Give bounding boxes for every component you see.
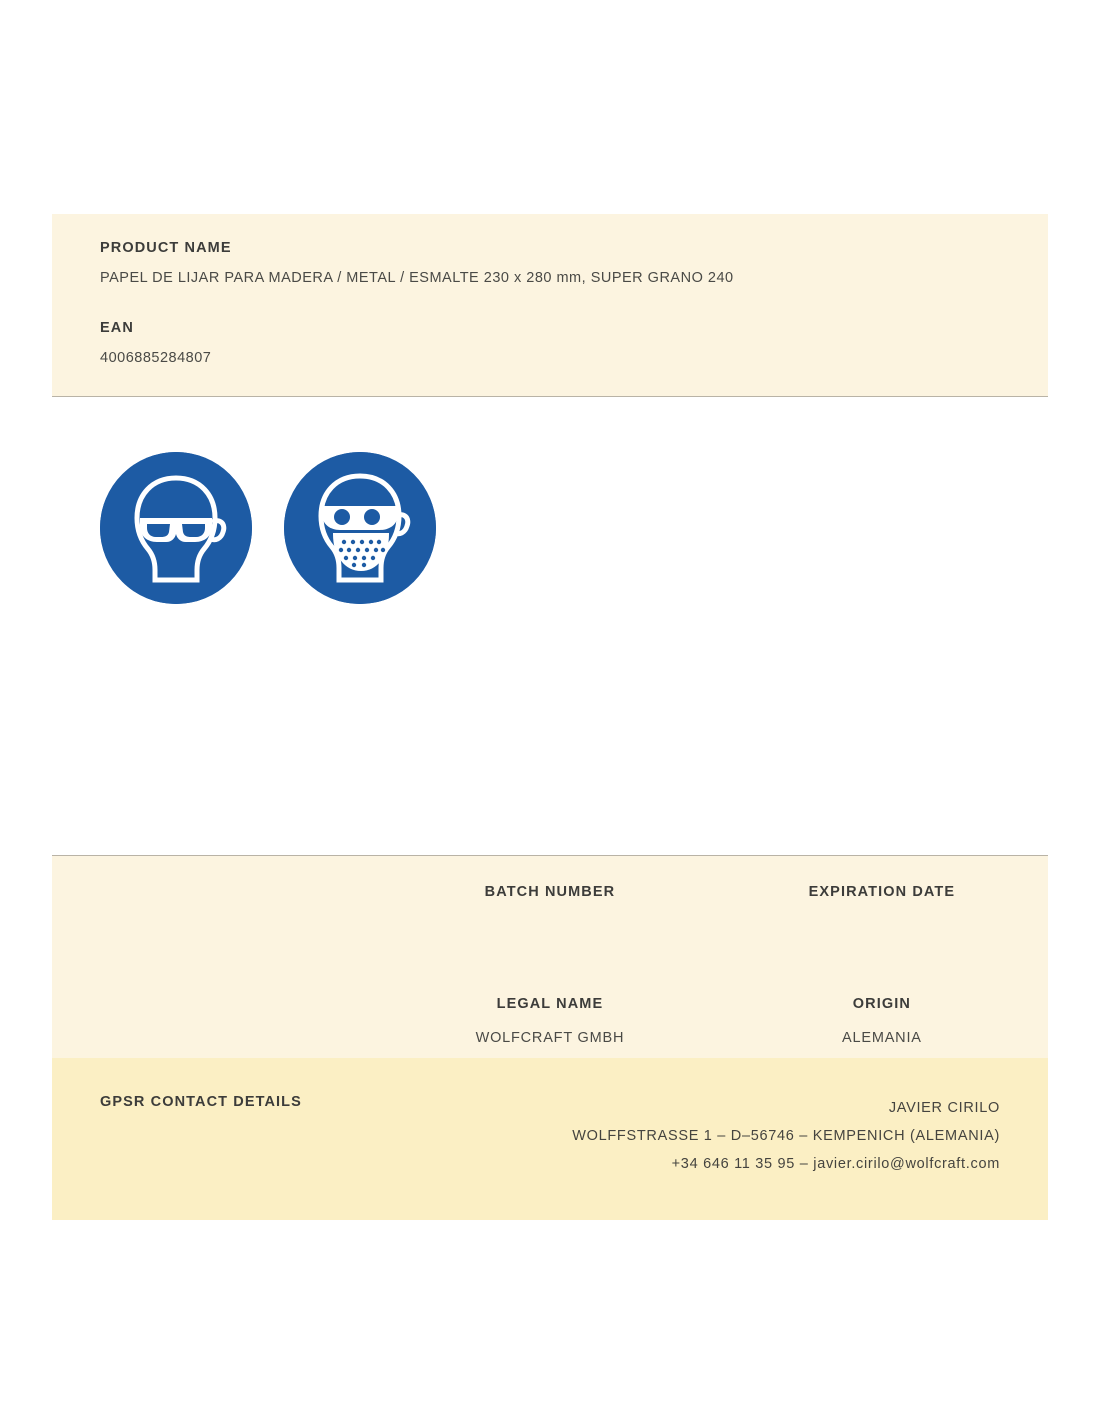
wear-eye-protection-icon — [100, 452, 252, 604]
gpsr-contact-block — [52, 1058, 1048, 1220]
product-details-table — [52, 855, 1048, 1075]
origin-value: ALEMANIA — [842, 1030, 922, 1046]
product-info-block — [52, 214, 1048, 397]
batch-number-label: BATCH NUMBER — [484, 884, 616, 900]
legal-name-cell — [384, 996, 716, 1048]
legal-name-label: LEGAL NAME — [496, 996, 604, 1012]
product-name-label: PRODUCT NAME — [100, 240, 232, 256]
ean-value: 4006885284807 — [100, 350, 212, 366]
expiration-date-value — [716, 918, 1048, 936]
product-name-value: PAPEL DE LIJAR PARA MADERA / METAL / ESMALTE 230 x 280 mm, SUPER GRANO 240 — [100, 270, 734, 286]
legal-name-value: WOLFCRAFT GMBH — [475, 1030, 625, 1046]
contact-person-name: JAVIER CIRILO — [888, 1100, 1000, 1116]
spacer — [100, 286, 1000, 320]
origin-label: ORIGIN — [852, 996, 911, 1012]
empty-cell — [52, 884, 384, 936]
expiration-date-label: EXPIRATION DATE — [808, 884, 956, 900]
table-row — [52, 996, 1048, 1048]
safety-pictogram-row — [100, 452, 436, 604]
table-row — [52, 884, 1048, 936]
empty-cell — [52, 996, 384, 1048]
spacer — [52, 936, 1048, 996]
expiration-date-cell — [716, 884, 1048, 936]
batch-number-cell — [384, 884, 716, 936]
contact-phone-email: +34 646 11 35 95 – javier.cirilo@wolfcraft.com — [671, 1156, 1000, 1172]
origin-cell — [716, 996, 1048, 1048]
contact-address: WOLFFSTRASSE 1 – D–56746 – KEMPENICH (ALEMANIA) — [572, 1128, 1000, 1144]
gpsr-contact-lines — [572, 1094, 1000, 1178]
wear-respiratory-protection-icon — [284, 452, 436, 604]
gpsr-contact-label: GPSR CONTACT DETAILS — [100, 1094, 302, 1110]
ean-label: EAN — [100, 320, 134, 336]
batch-number-value — [384, 918, 716, 936]
